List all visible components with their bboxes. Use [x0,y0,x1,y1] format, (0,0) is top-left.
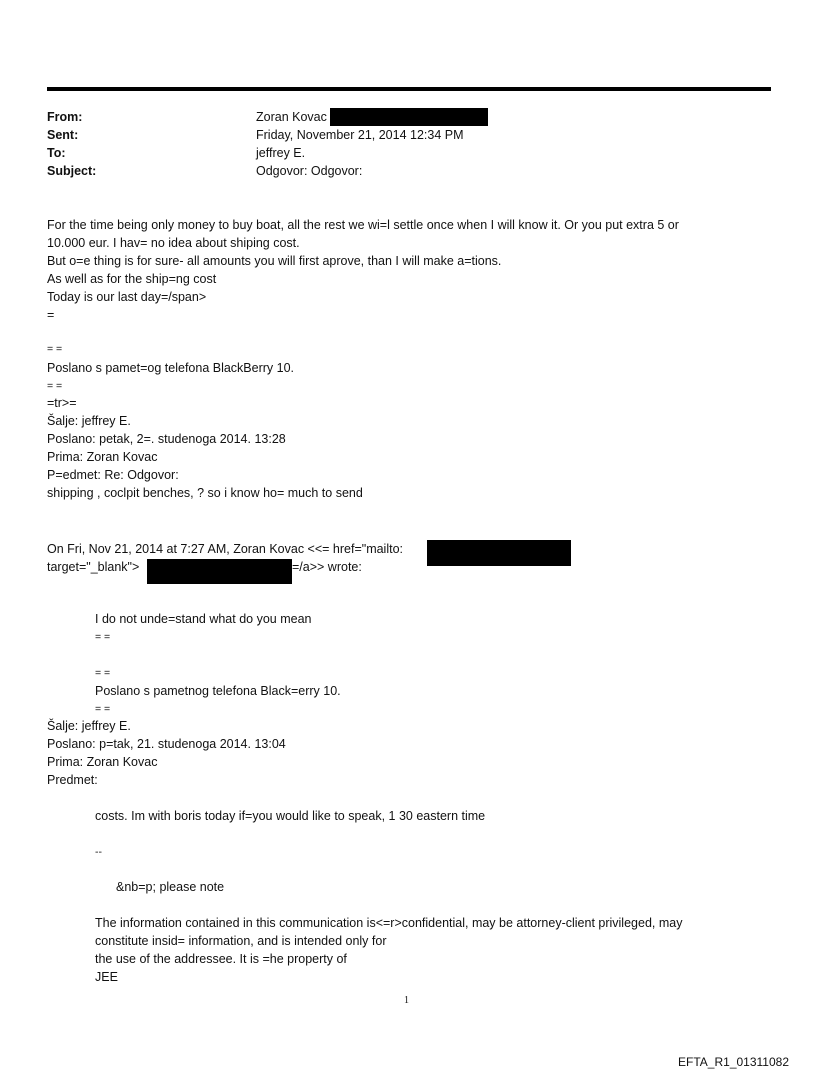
body-line: = [47,308,55,322]
body-line: = = [47,380,63,392]
body-line: = = [95,703,111,715]
body-line: the use of the addressee. It is =he property of [95,952,347,966]
body-line: target="_blank"> [47,560,140,574]
body-line: Predmet: [47,773,98,787]
body-line: = = [95,631,111,643]
from-label: From: [47,110,83,124]
body-line: JEE [95,970,118,984]
body-line: = = [95,667,111,679]
redaction-box [147,559,292,584]
body-line: costs. Im with boris today if=you would like to speak, 1 30 eastern time [95,809,486,823]
body-line: shipping , coclpit benches, ? so i know ho= much to send [47,486,363,500]
body-line: = = [47,343,63,355]
header-divider [47,87,771,91]
body-line: On Fri, Nov 21, 2014 at 7:27 AM, Zoran Kovac <<= href="mailto: [47,542,404,556]
body-line: Poslano s pamet=og telefona BlackBerry 10. [47,361,295,375]
bates-number: EFTA_R1_01311082 [678,1055,789,1069]
page-number: 1 [404,995,409,1006]
body-line: =/a>> wrote: [292,560,362,574]
body-line: &nb=p; please note [116,880,225,894]
to-value: jeffrey E. [256,146,306,160]
body-line: Šalje: jeffrey E. [47,719,131,733]
body-line: P=edmet: Re: Odgovor: [47,468,179,482]
subject-label: Subject: [47,164,97,178]
body-line: =tr>= [47,396,77,410]
body-line: Šalje: jeffrey E. [47,414,131,428]
redaction-box [427,540,571,566]
body-line: The information contained in this communication is<=r>confidential, may be attorney-client privileged, may [95,916,683,930]
to-label: To: [47,146,66,160]
body-line: Today is our last day=/span> [47,290,207,304]
body-line: Poslano: petak, 2=. studenoga 2014. 13:28 [47,432,286,446]
from-value [256,108,488,126]
from-name: Zoran Kovac [256,110,327,124]
body-line: I do not unde=stand what do you mean [95,612,312,626]
body-line: For the time being only money to buy boat, all the rest we wi=l settle once when I will know it. Or you put extra 5 or [47,218,679,232]
body-line: Prima: Zoran Kovac [47,450,158,464]
body-line: But o=e thing is for sure- all amounts you will first aprove, than I will make a=tions. [47,254,502,268]
sent-value: Friday, November 21, 2014 12:34 PM [256,128,464,142]
body-line: Poslano s pametnog telefona Black=erry 10. [95,684,341,698]
body-line: Poslano: p=tak, 21. studenoga 2014. 13:04 [47,737,286,751]
sent-label: Sent: [47,128,79,142]
body-line: 10.000 eur. I hav= no idea about shiping cost. [47,236,300,250]
subject-value: Odgovor: Odgovor: [256,164,363,178]
body-line: -- [95,846,102,858]
body-line: As well as for the ship=ng cost [47,272,217,286]
body-line: constitute insid= information, and is intended only for [95,934,387,948]
redaction-box [330,108,488,126]
body-line: Prima: Zoran Kovac [47,755,158,769]
